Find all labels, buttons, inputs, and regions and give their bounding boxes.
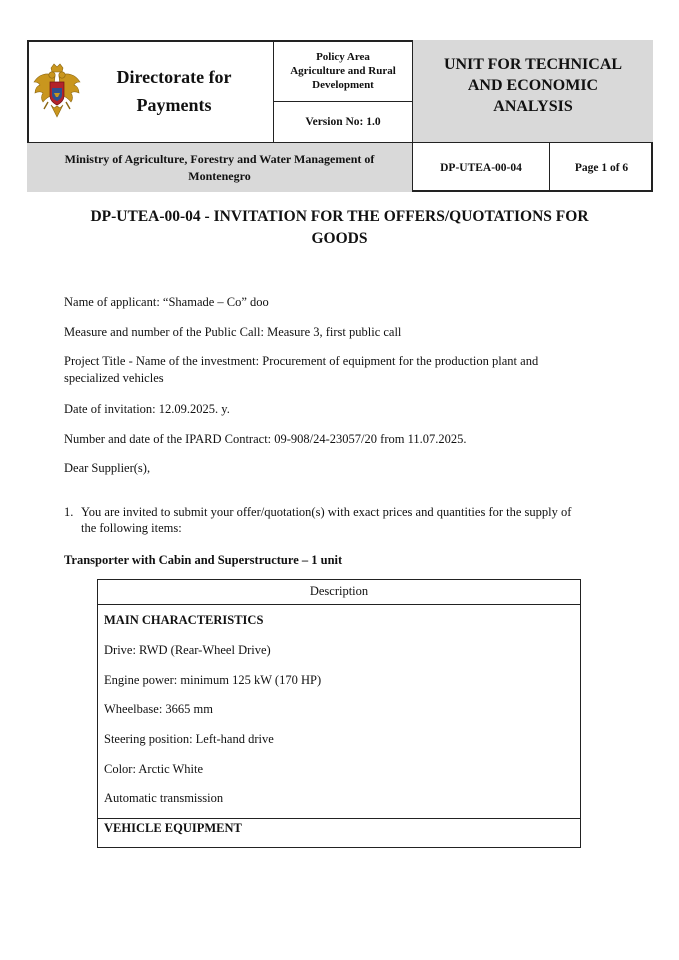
table-section-vehicle-equipment: VEHICLE EQUIPMENT [104, 821, 242, 835]
ministry-line2: Montenegro [188, 168, 251, 183]
document-title [60, 206, 619, 250]
public-call-measure: Measure and number of the Public Call: Measure 3, first public call [64, 325, 402, 339]
list-item [64, 504, 619, 536]
table-row: Drive: RWD (Rear-Wheel Drive) [104, 643, 271, 657]
directorate-title-line2: Payments [136, 95, 212, 115]
directorate-title [83, 63, 273, 119]
policy-area-line3: Development [312, 78, 374, 91]
unit-title-line3: ANALYSIS [493, 98, 573, 115]
unit-title-cell [413, 40, 653, 143]
unit-title-line1: UNIT FOR TECHNICAL [443, 56, 623, 73]
policy-area-line1: Policy Area [316, 50, 370, 63]
invitation-date: Date of invitation: 12.09.2025. y. [64, 402, 230, 416]
table-row: Automatic transmission [104, 791, 224, 805]
list-item-line2: the following items: [81, 521, 182, 535]
montenegro-coat-of-arms-icon [31, 62, 83, 120]
version-cell: Version No: 1.0 [274, 102, 413, 143]
header-directorate-cell [27, 40, 274, 143]
project-title-line2: specialized vehicles [64, 371, 164, 385]
specification-table [97, 579, 581, 848]
table-row: Engine power: minimum 125 kW (170 HP) [104, 673, 322, 687]
document-code-cell: DP-UTEA-00-04 [413, 143, 550, 192]
document-title-line2: GOODS [311, 230, 368, 247]
table-row: Wheelbase: 3665 mm [104, 702, 213, 716]
project-title-line1: Project Title - Name of the investment: Procurement of equipment for the production plant and [64, 354, 539, 368]
list-item-line1: You are invited to submit your offer/quotation(s) with exact prices and quantities for the supply of [81, 505, 572, 519]
list-item-number: 1. [64, 505, 74, 519]
policy-area-cell [274, 40, 413, 102]
table-row: Steering position: Left-hand drive [104, 732, 274, 746]
page-number-cell: Page 1 of 6 [574, 161, 629, 174]
table-header: Description [98, 580, 580, 605]
table-divider [98, 818, 580, 819]
unit-title-line2: AND ECONOMIC [467, 77, 599, 94]
salutation: Dear Supplier(s), [64, 461, 151, 475]
applicant-name: Name of applicant: “Shamade – Co” doo [64, 295, 269, 309]
ipard-contract: Number and date of the IPARD Contract: 09-908/24-23057/20 from 11.07.2025. [64, 432, 467, 446]
ministry-cell [27, 143, 413, 192]
ministry-line1: Ministry of Agriculture, Forestry and Water Management of [64, 151, 375, 166]
policy-area-line2: Agriculture and Rural [290, 64, 396, 77]
project-title [64, 353, 619, 387]
directorate-title-line1: Directorate for [116, 67, 232, 87]
product-heading: Transporter with Cabin and Superstructure – 1 unit [64, 553, 343, 567]
table-row: Color: Arctic White [104, 762, 204, 776]
document-title-line1: DP-UTEA-00-04 - INVITATION FOR THE OFFERS/QUOTATIONS FOR [90, 208, 589, 225]
table-section-main-characteristics: MAIN CHARACTERISTICS [104, 613, 264, 627]
